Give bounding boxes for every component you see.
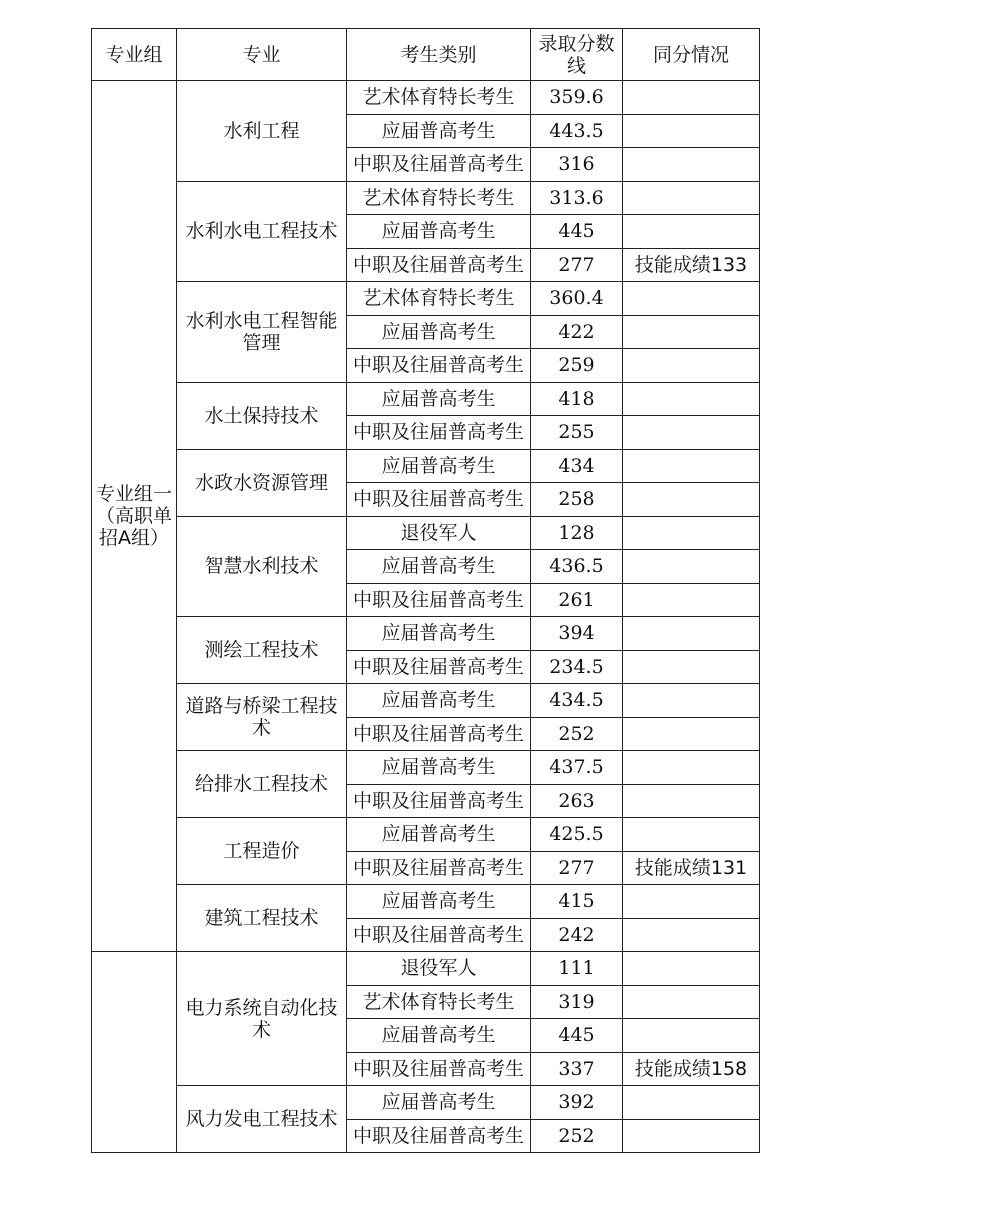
- score-cell: 261: [531, 583, 623, 617]
- major-cell: 水政水资源管理: [177, 449, 347, 516]
- tie-cell: [623, 382, 760, 416]
- tie-cell: [623, 650, 760, 684]
- header-group: 专业组: [92, 29, 177, 81]
- category-cell: 应届普高考生: [347, 114, 531, 148]
- major-cell: 水利工程: [177, 81, 347, 182]
- score-cell: 277: [531, 851, 623, 885]
- tie-cell: [623, 449, 760, 483]
- tie-cell: 技能成绩133: [623, 248, 760, 282]
- category-cell: 中职及往届普高考生: [347, 784, 531, 818]
- category-cell: 应届普高考生: [347, 1019, 531, 1053]
- tie-cell: [623, 483, 760, 517]
- major-cell: 风力发电工程技术: [177, 1086, 347, 1153]
- category-cell: 应届普高考生: [347, 550, 531, 584]
- category-cell: 艺术体育特长考生: [347, 985, 531, 1019]
- tie-cell: [623, 617, 760, 651]
- score-cell: 258: [531, 483, 623, 517]
- score-cell: 418: [531, 382, 623, 416]
- header-major: 专业: [177, 29, 347, 81]
- category-cell: 退役军人: [347, 516, 531, 550]
- category-cell: 艺术体育特长考生: [347, 282, 531, 316]
- major-cell: 智慧水利技术: [177, 516, 347, 617]
- tie-cell: [623, 684, 760, 718]
- tie-cell: [623, 114, 760, 148]
- category-cell: 中职及往届普高考生: [347, 1119, 531, 1153]
- category-cell: 中职及往届普高考生: [347, 248, 531, 282]
- score-cell: 111: [531, 952, 623, 986]
- score-cell: 392: [531, 1086, 623, 1120]
- score-cell: 263: [531, 784, 623, 818]
- tie-cell: [623, 952, 760, 986]
- header-category: 考生类别: [347, 29, 531, 81]
- tie-cell: [623, 717, 760, 751]
- score-cell: 434.5: [531, 684, 623, 718]
- table-row: [92, 81, 760, 115]
- tie-cell: [623, 918, 760, 952]
- score-cell: 443.5: [531, 114, 623, 148]
- tie-cell: [623, 1019, 760, 1053]
- table-row: [92, 751, 760, 785]
- group-cell: 专业组一（高职单招A组）: [92, 81, 177, 952]
- tie-cell: [623, 181, 760, 215]
- score-cell: 337: [531, 1052, 623, 1086]
- category-cell: 应届普高考生: [347, 617, 531, 651]
- category-cell: 中职及往届普高考生: [347, 650, 531, 684]
- category-cell: 退役军人: [347, 952, 531, 986]
- category-cell: 中职及往届普高考生: [347, 918, 531, 952]
- header-tie: 同分情况: [623, 29, 760, 81]
- table-row: [92, 885, 760, 919]
- tie-cell: [623, 885, 760, 919]
- tie-cell: [623, 516, 760, 550]
- category-cell: 应届普高考生: [347, 751, 531, 785]
- tie-cell: [623, 751, 760, 785]
- category-cell: 应届普高考生: [347, 382, 531, 416]
- tie-cell: [623, 416, 760, 450]
- tie-cell: [623, 81, 760, 115]
- table-row: [92, 181, 760, 215]
- score-cell: 437.5: [531, 751, 623, 785]
- score-cell: 445: [531, 1019, 623, 1053]
- category-cell: 中职及往届普高考生: [347, 717, 531, 751]
- header-score: 录取分数线: [531, 29, 623, 81]
- tie-cell: [623, 985, 760, 1019]
- tie-cell: 技能成绩131: [623, 851, 760, 885]
- category-cell: 中职及往届普高考生: [347, 349, 531, 383]
- score-cell: 128: [531, 516, 623, 550]
- score-cell: 252: [531, 717, 623, 751]
- major-cell: 道路与桥梁工程技术: [177, 684, 347, 751]
- category-cell: 应届普高考生: [347, 215, 531, 249]
- tie-cell: [623, 315, 760, 349]
- table-row: [92, 818, 760, 852]
- major-cell: 工程造价: [177, 818, 347, 885]
- table-row: [92, 516, 760, 550]
- tie-cell: [623, 349, 760, 383]
- category-cell: 应届普高考生: [347, 885, 531, 919]
- category-cell: 应届普高考生: [347, 1086, 531, 1120]
- score-cell: 259: [531, 349, 623, 383]
- score-cell: 359.6: [531, 81, 623, 115]
- score-cell: 319: [531, 985, 623, 1019]
- category-cell: 中职及往届普高考生: [347, 851, 531, 885]
- score-cell: 394: [531, 617, 623, 651]
- table-row: [92, 684, 760, 718]
- category-cell: 中职及往届普高考生: [347, 416, 531, 450]
- category-cell: 应届普高考生: [347, 449, 531, 483]
- score-cell: 425.5: [531, 818, 623, 852]
- category-cell: 应届普高考生: [347, 684, 531, 718]
- category-cell: 应届普高考生: [347, 315, 531, 349]
- category-cell: 中职及往届普高考生: [347, 1052, 531, 1086]
- table-row: [92, 449, 760, 483]
- major-cell: 水土保持技术: [177, 382, 347, 449]
- table-row: [92, 952, 760, 986]
- table-body: [92, 81, 760, 1153]
- table-row: [92, 617, 760, 651]
- tie-cell: [623, 1119, 760, 1153]
- score-cell: 252: [531, 1119, 623, 1153]
- category-cell: 应届普高考生: [347, 818, 531, 852]
- score-cell: 360.4: [531, 282, 623, 316]
- score-cell: 434: [531, 449, 623, 483]
- score-cell: 316: [531, 148, 623, 182]
- score-cell: 242: [531, 918, 623, 952]
- tie-cell: [623, 1086, 760, 1120]
- category-cell: 中职及往届普高考生: [347, 483, 531, 517]
- major-cell: 水利水电工程技术: [177, 181, 347, 282]
- score-cell: 255: [531, 416, 623, 450]
- category-cell: 艺术体育特长考生: [347, 81, 531, 115]
- tie-cell: [623, 550, 760, 584]
- major-cell: 测绘工程技术: [177, 617, 347, 684]
- tie-cell: [623, 583, 760, 617]
- score-cell: 277: [531, 248, 623, 282]
- tie-cell: [623, 282, 760, 316]
- score-cell: 234.5: [531, 650, 623, 684]
- table-row: [92, 382, 760, 416]
- header-row: [92, 29, 760, 81]
- group-cell: [92, 952, 177, 1153]
- table-row: [92, 282, 760, 316]
- tie-cell: [623, 148, 760, 182]
- tie-cell: [623, 215, 760, 249]
- tie-cell: 技能成绩158: [623, 1052, 760, 1086]
- major-cell: 水利水电工程智能管理: [177, 282, 347, 383]
- tie-cell: [623, 818, 760, 852]
- table-row: [92, 1086, 760, 1120]
- major-cell: 建筑工程技术: [177, 885, 347, 952]
- category-cell: 艺术体育特长考生: [347, 181, 531, 215]
- major-cell: 电力系统自动化技术: [177, 952, 347, 1086]
- admission-score-table: [91, 28, 760, 1153]
- major-cell: 给排水工程技术: [177, 751, 347, 818]
- tie-cell: [623, 784, 760, 818]
- category-cell: 中职及往届普高考生: [347, 583, 531, 617]
- score-cell: 415: [531, 885, 623, 919]
- score-cell: 313.6: [531, 181, 623, 215]
- category-cell: 中职及往届普高考生: [347, 148, 531, 182]
- score-cell: 445: [531, 215, 623, 249]
- score-cell: 422: [531, 315, 623, 349]
- score-cell: 436.5: [531, 550, 623, 584]
